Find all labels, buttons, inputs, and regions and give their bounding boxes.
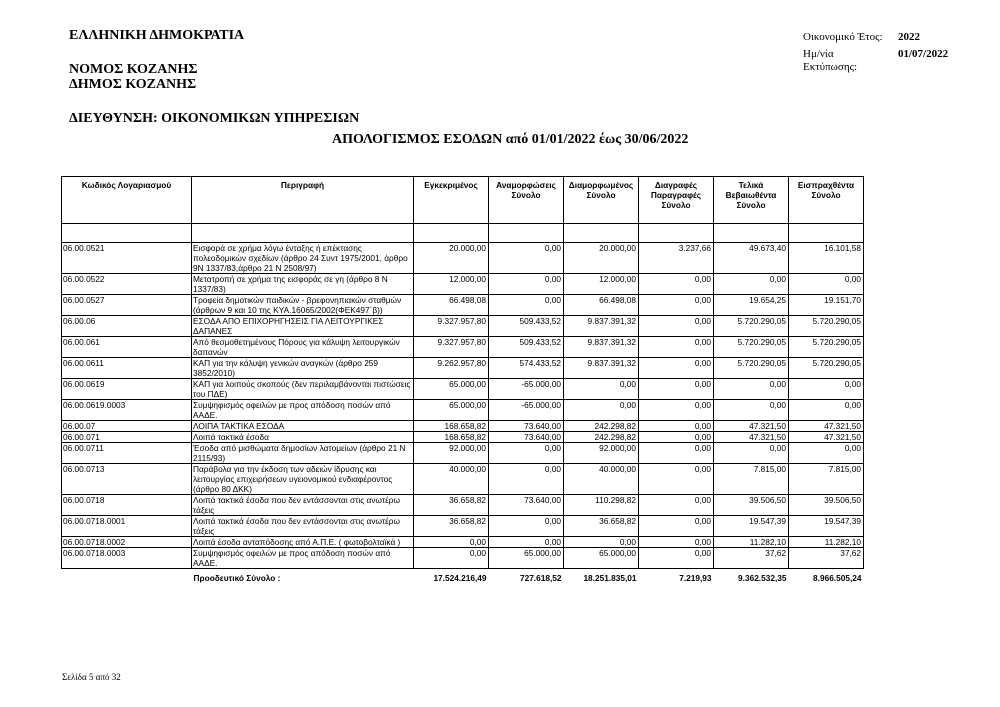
print-date-label: Ημ/νία Εκτύπωσης: bbox=[803, 48, 858, 73]
approved-cell: 20.000,00 bbox=[414, 243, 489, 274]
approved-cell: 40.000,00 bbox=[414, 464, 489, 495]
account-code-cell: 06.00.0713 bbox=[62, 464, 192, 495]
deletions-cell: 3.237,66 bbox=[639, 243, 714, 274]
formed-cell: 242.298,82 bbox=[564, 421, 639, 432]
description-cell: Λοιπά τακτικά έσοδα που δεν εντάσσονται στις ανωτέρω τάξεις bbox=[192, 495, 414, 516]
deletions-cell: 0,00 bbox=[639, 537, 714, 548]
report-title: ΑΠΟΛΟΓΙΣΜΟΣ ΕΣΟΔΩΝ από 01/01/2022 έως 30/06/2022 bbox=[332, 132, 689, 147]
account-code-cell: 06.00.061 bbox=[62, 337, 192, 358]
formed-cell: 0,00 bbox=[564, 537, 639, 548]
table-row bbox=[62, 464, 864, 495]
formed-cell: 9.837.391,32 bbox=[564, 358, 639, 379]
fiscal-year-label: Οικονομικό Έτος: bbox=[803, 31, 883, 43]
approved-cell: 0,00 bbox=[414, 537, 489, 548]
description-cell: ΚΑΠ για λοιπούς σκοπούς (δεν περιλαμβάνονται πιστώσεις του ΠΔΕ) bbox=[192, 379, 414, 400]
column-header-approved: Εγκεκριμένος bbox=[414, 177, 489, 224]
total-label: Προοδευτικό Σύνολο : bbox=[193, 573, 281, 583]
deletions-cell: 0,00 bbox=[639, 400, 714, 421]
total-collected-cell: 8.966.505,24 bbox=[813, 573, 862, 583]
certified-cell: 5.720.290,05 bbox=[714, 358, 789, 379]
amendments-cell: -65.000,00 bbox=[489, 379, 564, 400]
certified-cell: 7.815,00 bbox=[714, 464, 789, 495]
formed-cell: 12.000,00 bbox=[564, 274, 639, 295]
formed-cell: 9.837.391,32 bbox=[564, 316, 639, 337]
certified-cell: 49.673,40 bbox=[714, 243, 789, 274]
certified-cell: 19.547,39 bbox=[714, 516, 789, 537]
certified-cell: 11.282,10 bbox=[714, 537, 789, 548]
table-header-row bbox=[62, 177, 864, 224]
certified-cell: 5.720.290,05 bbox=[714, 337, 789, 358]
total-approved-cell: 17.524.216,49 bbox=[433, 573, 487, 583]
amendments-cell: 0,00 bbox=[489, 243, 564, 274]
description-cell: Έσοδα από μισθώματα δημοσίων λατομείων (άρθρο 21 Ν 2115/93) bbox=[192, 443, 414, 464]
formed-cell: 9.837.391,32 bbox=[564, 337, 639, 358]
approved-cell: 66.498,08 bbox=[414, 295, 489, 316]
certified-cell: 47.321,50 bbox=[714, 421, 789, 432]
total-row bbox=[62, 569, 864, 586]
page-number: Σελίδα 5 από 32 bbox=[62, 672, 121, 682]
collected-cell: 0,00 bbox=[789, 379, 864, 400]
total-blank-cell bbox=[62, 569, 192, 586]
country-heading: ΕΛΛΗΝΙΚΗ ΔΗΜΟΚΡΑΤΙΑ bbox=[69, 28, 245, 43]
print-date-value: 01/07/2022 bbox=[898, 48, 949, 60]
approved-cell: 92.000,00 bbox=[414, 443, 489, 464]
certified-cell: 0,00 bbox=[714, 379, 789, 400]
description-cell: Συμψηφισμός οφειλών με προς απόδοση ποσών από ΑΑΔΕ. bbox=[192, 548, 414, 569]
account-code-cell: 06.00.0711 bbox=[62, 443, 192, 464]
deletions-cell: 0,00 bbox=[639, 421, 714, 432]
amendments-cell: 0,00 bbox=[489, 464, 564, 495]
amendments-cell: -65.000,00 bbox=[489, 400, 564, 421]
table-row bbox=[62, 516, 864, 537]
column-header-amendments: Αναμορφώσεις Σύνολο bbox=[489, 177, 564, 224]
account-code-cell: 06.00.0619 bbox=[62, 379, 192, 400]
approved-cell: 9.262.957,80 bbox=[414, 358, 489, 379]
approved-cell: 9.327.957,80 bbox=[414, 316, 489, 337]
collected-cell: 5.720.290,05 bbox=[789, 316, 864, 337]
collected-cell: 39.506,50 bbox=[789, 495, 864, 516]
table-row bbox=[62, 358, 864, 379]
description-cell: Λοιπά τακτικά έσοδα bbox=[192, 432, 414, 443]
collected-cell: 0,00 bbox=[789, 443, 864, 464]
collected-cell: 19.547,39 bbox=[789, 516, 864, 537]
table-row bbox=[62, 400, 864, 421]
account-code-cell: 06.00.0527 bbox=[62, 295, 192, 316]
table-row bbox=[62, 537, 864, 548]
description-cell: Εισφορά σε χρήμα λόγω ένταξης ή επέκτασης πολεοδομικών σχεδίων (άρθρο 24 Συντ 1975/2001, άρθρο 9Ν 1337/83,άρθρο 21 Ν 2508/97) bbox=[192, 243, 414, 274]
amendments-cell: 509.433,52 bbox=[489, 316, 564, 337]
approved-cell: 65.000,00 bbox=[414, 379, 489, 400]
table-row bbox=[62, 295, 864, 316]
description-cell: ΚΑΠ για την κάλυψη γενικών αναγκών (άρθρο 259 3852/2010) bbox=[192, 358, 414, 379]
prefecture-heading: ΝΟΜΟΣ ΚΟΖΑΝΗΣ bbox=[69, 62, 198, 77]
certified-cell: 39.506,50 bbox=[714, 495, 789, 516]
description-cell: Από θεσμοθετημένους Πόρους για κάλυψη λειτουργικών δαπανών bbox=[192, 337, 414, 358]
certified-cell: 5.720.290,05 bbox=[714, 316, 789, 337]
deletions-cell: 0,00 bbox=[639, 295, 714, 316]
approved-cell: 168.658,82 bbox=[414, 421, 489, 432]
description-cell: Παράβολα για την έκδοση των αδειών ίδρυσης και λειτουργίας επιχειρήσεων υγειονομικού ενδιαφέροντος (άρθρο 80 ΔΚΚ) bbox=[192, 464, 414, 495]
approved-cell: 36.658,82 bbox=[414, 495, 489, 516]
total-formed-cell: 18.251.835,01 bbox=[583, 573, 637, 583]
amendments-cell: 73.640,00 bbox=[489, 421, 564, 432]
certified-cell: 0,00 bbox=[714, 443, 789, 464]
table-row bbox=[62, 548, 864, 569]
account-code-cell: 06.00.071 bbox=[62, 432, 192, 443]
certified-cell: 0,00 bbox=[714, 274, 789, 295]
column-header-formed: Διαμορφωμένος Σύνολο bbox=[564, 177, 639, 224]
collected-cell: 37,62 bbox=[789, 548, 864, 569]
approved-cell: 168.658,82 bbox=[414, 432, 489, 443]
account-code-cell: 06.00.0718.0003 bbox=[62, 548, 192, 569]
formed-cell: 0,00 bbox=[564, 379, 639, 400]
collected-cell: 7.815,00 bbox=[789, 464, 864, 495]
total-amendments-cell: 727.618,52 bbox=[519, 573, 562, 583]
collected-cell: 0,00 bbox=[789, 400, 864, 421]
description-cell: Λοιπά τακτικά έσοδα που δεν εντάσσονται στις ανωτέρω τάξεις bbox=[192, 516, 414, 537]
collected-cell: 5.720.290,05 bbox=[789, 358, 864, 379]
fiscal-year-value: 2022 bbox=[898, 31, 920, 43]
revenue-report-table bbox=[61, 176, 864, 585]
approved-cell: 12.000,00 bbox=[414, 274, 489, 295]
approved-cell: 0,00 bbox=[414, 548, 489, 569]
approved-cell: 36.658,82 bbox=[414, 516, 489, 537]
total-certified-cell: 9.362.532,35 bbox=[738, 573, 787, 583]
description-cell: Λοιπά έσοδα ανταπόδοσης από Α.Π.Ε. ( φωτοβολταϊκά ) bbox=[192, 537, 414, 548]
account-code-cell: 06.00.0522 bbox=[62, 274, 192, 295]
approved-cell: 9.327.957,80 bbox=[414, 337, 489, 358]
column-header-certified: Τελικά Βεβαιωθέντα Σύνολο bbox=[714, 177, 789, 224]
formed-cell: 0,00 bbox=[564, 400, 639, 421]
total-deletions-cell: 7.219,93 bbox=[679, 573, 712, 583]
formed-cell: 40.000,00 bbox=[564, 464, 639, 495]
description-cell: Συμψηφισμός οφειλών με προς απόδοση ποσών από ΑΑΔΕ. bbox=[192, 400, 414, 421]
deletions-cell: 0,00 bbox=[639, 443, 714, 464]
amendments-cell: 509.433,52 bbox=[489, 337, 564, 358]
description-cell: ΕΣΟΔΑ ΑΠΟ ΕΠΙΧΟΡΗΓΗΣΕΙΣ ΓΙΑ ΛΕΙΤΟΥΡΓΙΚΕΣ ΔΑΠΑΝΕΣ bbox=[192, 316, 414, 337]
account-code-cell: 06.00.0718 bbox=[62, 495, 192, 516]
description-cell: Τροφεία δημοτικών παιδικών - βρεφονηπιακών σταθμών (άρθρων 9 και 10 της ΚΥΑ.16065/2002(ΦΕΚ497΄β)) bbox=[192, 295, 414, 316]
deletions-cell: 0,00 bbox=[639, 432, 714, 443]
amendments-cell: 0,00 bbox=[489, 274, 564, 295]
amendments-cell: 0,00 bbox=[489, 443, 564, 464]
amendments-cell: 65.000,00 bbox=[489, 548, 564, 569]
table-row bbox=[62, 316, 864, 337]
deletions-cell: 0,00 bbox=[639, 548, 714, 569]
formed-cell: 242.298,82 bbox=[564, 432, 639, 443]
formed-cell: 20.000,00 bbox=[564, 243, 639, 274]
account-code-cell: 06.00.0718.0001 bbox=[62, 516, 192, 537]
table-row bbox=[62, 443, 864, 464]
column-header-deletions: Διαγραφές Παραγραφές Σύνολο bbox=[639, 177, 714, 224]
column-header-collected: Εισπραχθέντα Σύνολο bbox=[789, 177, 864, 224]
table-row bbox=[62, 243, 864, 274]
amendments-cell: 73.640,00 bbox=[489, 432, 564, 443]
account-code-cell: 06.00.07 bbox=[62, 421, 192, 432]
collected-cell: 47.321,50 bbox=[789, 421, 864, 432]
account-code-cell: 06.00.0521 bbox=[62, 243, 192, 274]
amendments-cell: 574.433,52 bbox=[489, 358, 564, 379]
municipality-heading: ΔΗΜΟΣ ΚΟΖΑΝΗΣ bbox=[69, 77, 197, 92]
deletions-cell: 0,00 bbox=[639, 337, 714, 358]
collected-cell: 0,00 bbox=[789, 274, 864, 295]
description-cell: ΛΟΙΠΑ ΤΑΚΤΙΚΑ ΕΣΟΔΑ bbox=[192, 421, 414, 432]
collected-cell: 11.282,10 bbox=[789, 537, 864, 548]
account-code-cell: 06.00.0718.0002 bbox=[62, 537, 192, 548]
amendments-cell: 0,00 bbox=[489, 537, 564, 548]
description-cell: Μετατροπή σε χρήμα της εισφοράς σε γη (άρθρο 8 Ν 1337/83) bbox=[192, 274, 414, 295]
account-code-cell: 06.00.0619.0003 bbox=[62, 400, 192, 421]
table-row bbox=[62, 379, 864, 400]
column-header-description: Περιγραφή bbox=[192, 177, 414, 224]
deletions-cell: 0,00 bbox=[639, 274, 714, 295]
amendments-cell: 0,00 bbox=[489, 516, 564, 537]
certified-cell: 19.654,25 bbox=[714, 295, 789, 316]
deletions-cell: 0,00 bbox=[639, 316, 714, 337]
deletions-cell: 0,00 bbox=[639, 358, 714, 379]
deletions-cell: 0,00 bbox=[639, 495, 714, 516]
certified-cell: 47.321,50 bbox=[714, 432, 789, 443]
deletions-cell: 0,00 bbox=[639, 516, 714, 537]
table-row bbox=[62, 432, 864, 443]
deletions-cell: 0,00 bbox=[639, 379, 714, 400]
column-header-account-code: Κωδικός Λογαριασμού bbox=[62, 177, 192, 224]
table-spacer-row bbox=[62, 224, 864, 243]
table-row bbox=[62, 337, 864, 358]
amendments-cell: 73.640,00 bbox=[489, 495, 564, 516]
formed-cell: 92.000,00 bbox=[564, 443, 639, 464]
collected-cell: 5.720.290,05 bbox=[789, 337, 864, 358]
certified-cell: 0,00 bbox=[714, 400, 789, 421]
certified-cell: 37,62 bbox=[714, 548, 789, 569]
table-row bbox=[62, 421, 864, 432]
collected-cell: 47.321,50 bbox=[789, 432, 864, 443]
formed-cell: 110.298,82 bbox=[564, 495, 639, 516]
formed-cell: 36.658,82 bbox=[564, 516, 639, 537]
approved-cell: 65.000,00 bbox=[414, 400, 489, 421]
account-code-cell: 06.00.0611 bbox=[62, 358, 192, 379]
account-code-cell: 06.00.06 bbox=[62, 316, 192, 337]
direction-heading: ΔΙΕΥΘΥΝΣΗ: ΟΙΚΟΝΟΜΙΚΩΝ ΥΠΗΡΕΣΙΩΝ bbox=[69, 111, 360, 126]
formed-cell: 65.000,00 bbox=[564, 548, 639, 569]
formed-cell: 66.498,08 bbox=[564, 295, 639, 316]
collected-cell: 19.151,70 bbox=[789, 295, 864, 316]
table-row bbox=[62, 274, 864, 295]
collected-cell: 16.101,58 bbox=[789, 243, 864, 274]
table-row bbox=[62, 495, 864, 516]
amendments-cell: 0,00 bbox=[489, 295, 564, 316]
deletions-cell: 0,00 bbox=[639, 464, 714, 495]
